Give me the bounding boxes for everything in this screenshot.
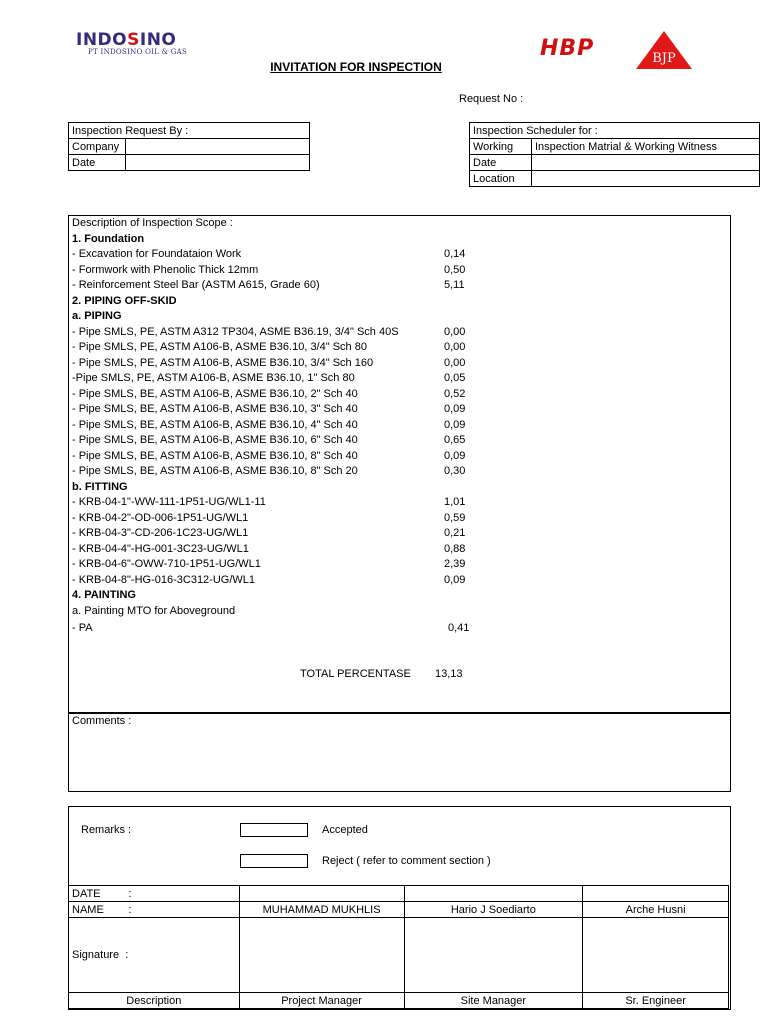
scope-line [72, 325, 466, 340]
signature-cell[interactable] [583, 918, 729, 993]
signoff-role: Project Manager [239, 993, 404, 1009]
signoff-signature-row [69, 918, 729, 993]
scope-section-heading [72, 480, 128, 495]
scheduler-row [470, 139, 760, 155]
scope-line [72, 557, 466, 572]
scope-line-text: 4. PAINTING [72, 589, 136, 601]
indosino-logo [76, 30, 187, 56]
scope-line-text: b. FITTING [72, 480, 128, 493]
inspection-scope-box [68, 215, 731, 713]
request-no-label: Request No : [459, 93, 524, 105]
scope-line-text: - Pipe SMLS, PE, ASTM A106-B, ASME B36.10, 3/4" Sch 160 [72, 356, 374, 369]
request-row [69, 123, 310, 139]
scheduler-date-field[interactable] [531, 155, 759, 171]
scope-line [72, 621, 470, 636]
signoff-role-row [69, 993, 729, 1009]
location-field[interactable] [531, 171, 759, 187]
scope-line-text: - KRB-04-1"-WW-111-1P51-UG/WL1-11 [72, 496, 266, 508]
remarks-section [68, 806, 731, 1010]
scope-line-value: 0,52 [444, 387, 466, 400]
scope-line-value: 0,30 [444, 465, 466, 477]
scope-line [72, 573, 466, 588]
scope-line-text: - Pipe SMLS, BE, ASTM A106-B, ASME B36.10, 8" Sch 40 [72, 449, 358, 462]
signoff-name: Hario J Soediarto [404, 902, 583, 918]
request-row [69, 155, 310, 171]
total-label: TOTAL PERCENTASE [300, 668, 411, 680]
request-by-label: Inspection Request By : [69, 123, 310, 139]
scope-line-text: a. PIPING [72, 310, 122, 322]
scope-line [72, 449, 466, 464]
scope-section-heading [72, 294, 177, 309]
signoff-date-cell[interactable] [404, 886, 583, 902]
logo-text-a: INDO [76, 30, 128, 50]
scope-line-value: 1,01 [444, 496, 466, 508]
signature-label: Signature [72, 949, 120, 961]
scope-heading: Description of Inspection Scope : [72, 217, 233, 229]
scope-line-text: - Reinforcement Steel Bar (ASTM A615, Grade 60) [72, 279, 320, 291]
scope-line-value: 0,00 [444, 341, 466, 353]
reject-checkbox[interactable] [240, 854, 308, 868]
signature-row-label [69, 918, 240, 993]
scope-line-text: - KRB-04-6"-OWW-710-1P51-UG/WL1 [72, 558, 261, 570]
colon: : [128, 887, 132, 900]
page-title: INVITATION FOR INSPECTION [270, 60, 442, 74]
scope-line-text: - Pipe SMLS, BE, ASTM A106-B, ASME B36.10, 8" Sch 20 [72, 465, 358, 477]
scope-section-heading [72, 232, 144, 247]
scope-line [72, 263, 466, 278]
scope-line-text: - Pipe SMLS, BE, ASTM A106-B, ASME B36.10, 3" Sch 40 [72, 403, 358, 415]
scope-line [72, 247, 466, 262]
scheduler-row [470, 171, 760, 187]
scope-line-text: 1. Foundation [72, 232, 145, 245]
scope-line-text: a. Painting MTO for Aboveground [72, 604, 236, 617]
working-field[interactable]: Inspection Matrial & Working Witness [531, 139, 759, 155]
scope-line-value: 2,39 [444, 558, 466, 570]
logo-text-o: S [127, 30, 140, 50]
date-label: Date [69, 155, 126, 171]
scheduler-row [470, 155, 760, 171]
scope-line-text: - Excavation for Foundataion Work [72, 248, 242, 260]
signoff-name: MUHAMMAD MUKHLIS [239, 902, 404, 918]
scope-section-heading [72, 588, 136, 603]
company-label: Company [69, 139, 126, 155]
scope-line-value: 0,09 [444, 403, 466, 415]
request-row [69, 139, 310, 155]
scope-line [72, 340, 466, 355]
scope-line-value: 0,65 [444, 434, 466, 446]
signature-cell[interactable] [404, 918, 583, 993]
scope-line-value: 0,00 [444, 356, 466, 369]
signoff-name-label: NAME [72, 903, 104, 916]
hbp-logo: HBP [540, 36, 595, 61]
scope-line [72, 526, 466, 541]
pa-label: - PA [72, 622, 93, 634]
signoff-name: Arche Husni [583, 902, 729, 918]
scheduler-row [470, 123, 760, 139]
scope-line-value: 0,21 [444, 527, 466, 539]
scope-line [72, 356, 466, 371]
scope-line-text: - Pipe SMLS, PE, ASTM A106-B, ASME B36.10, 3/4" Sch 80 [72, 341, 367, 353]
signoff-date-cell[interactable] [583, 886, 729, 902]
scope-line [72, 464, 466, 479]
signoff-date-label: DATE [72, 887, 101, 900]
scope-line-value: 0,88 [444, 542, 466, 555]
scope-line-text: - Formwork with Phenolic Thick 12mm [72, 263, 259, 276]
accepted-label: Accepted [322, 824, 368, 836]
scope-line-value: 0,59 [444, 511, 466, 524]
scheduler-title: Inspection Scheduler for : [470, 123, 760, 139]
scope-line [72, 604, 235, 619]
scope-section-heading [72, 309, 122, 324]
scope-line-value: 0,00 [444, 325, 466, 338]
scope-line [72, 387, 466, 402]
signoff-date-cell[interactable] [239, 886, 404, 902]
scope-line-value: 0,09 [444, 449, 466, 462]
total-value: 13,13 [435, 668, 463, 680]
scope-line [72, 402, 466, 417]
request-table [68, 122, 310, 171]
scope-line-text: - Pipe SMLS, BE, ASTM A106-B, ASME B36.10, 4" Sch 40 [72, 418, 358, 431]
scope-line-text: - KRB-04-4"-HG-001-3C23-UG/WL1 [72, 542, 249, 555]
date-row-label [69, 886, 240, 902]
remarks-label: Remarks : [81, 824, 132, 836]
signoff-name-row [69, 902, 729, 918]
pa-value: 0,41 [448, 622, 470, 634]
scope-line-text: - KRB-04-8"-HG-016-3C312-UG/WL1 [72, 573, 256, 586]
signoff-date-row [69, 886, 729, 902]
signoff-table [68, 885, 729, 1009]
comments-box[interactable] [68, 713, 731, 792]
colon: : [125, 949, 129, 961]
scope-line-text: 2. PIPING OFF-SKID [72, 294, 177, 307]
scheduler-date-label: Date [470, 155, 532, 171]
scope-line-text: -Pipe SMLS, PE, ASTM A106-B, ASME B36.10, 1" Sch 80 [72, 372, 355, 384]
comments-label: Comments : [72, 715, 132, 727]
accepted-checkbox[interactable] [240, 823, 308, 837]
name-row-label [69, 902, 240, 918]
scope-line [72, 278, 465, 293]
scope-line [72, 542, 466, 557]
bjp-logo-text: BJP [652, 51, 676, 66]
working-label: Working [470, 139, 532, 155]
scope-line [72, 495, 466, 510]
scope-line-text: - KRB-04-3"-CD-206-1C23-UG/WL1 [72, 527, 249, 539]
logo-subtitle: PT INDOSINO OIL & GAS [88, 48, 188, 56]
scope-line-value: 0,14 [444, 248, 466, 260]
logo-text-b: INO [139, 30, 177, 50]
scope-line [72, 511, 466, 526]
colon: : [128, 903, 132, 916]
scope-line-value: 0,50 [444, 263, 466, 276]
scope-line-value: 0,05 [444, 372, 466, 384]
scope-line-text: - Pipe SMLS, BE, ASTM A106-B, ASME B36.10, 2" Sch 40 [72, 387, 358, 400]
company-field[interactable] [126, 139, 310, 155]
scope-line-text: - Pipe SMLS, BE, ASTM A106-B, ASME B36.10, 6" Sch 40 [72, 434, 358, 446]
signoff-role: Site Manager [404, 993, 583, 1009]
signoff-role: Sr. Engineer [583, 993, 729, 1009]
date-field[interactable] [126, 155, 310, 171]
signature-cell[interactable] [239, 918, 404, 993]
scope-line [72, 418, 466, 433]
scope-line-value: 5,11 [444, 279, 465, 291]
scope-line-value: 0,09 [444, 573, 466, 586]
scope-line-text: - Pipe SMLS, PE, ASTM A312 TP304, ASME B36.19, 3/4" Sch 40S [72, 325, 399, 338]
scope-line [72, 433, 466, 448]
location-label: Location [470, 171, 532, 187]
signoff-role: Description [69, 993, 240, 1009]
scope-line [72, 371, 466, 386]
scheduler-table [469, 122, 760, 187]
scope-line-text: - KRB-04-2"-OD-006-1P51-UG/WL1 [72, 511, 249, 524]
reject-label: Reject ( refer to comment section ) [322, 855, 491, 867]
scope-line-value: 0,09 [444, 418, 466, 431]
